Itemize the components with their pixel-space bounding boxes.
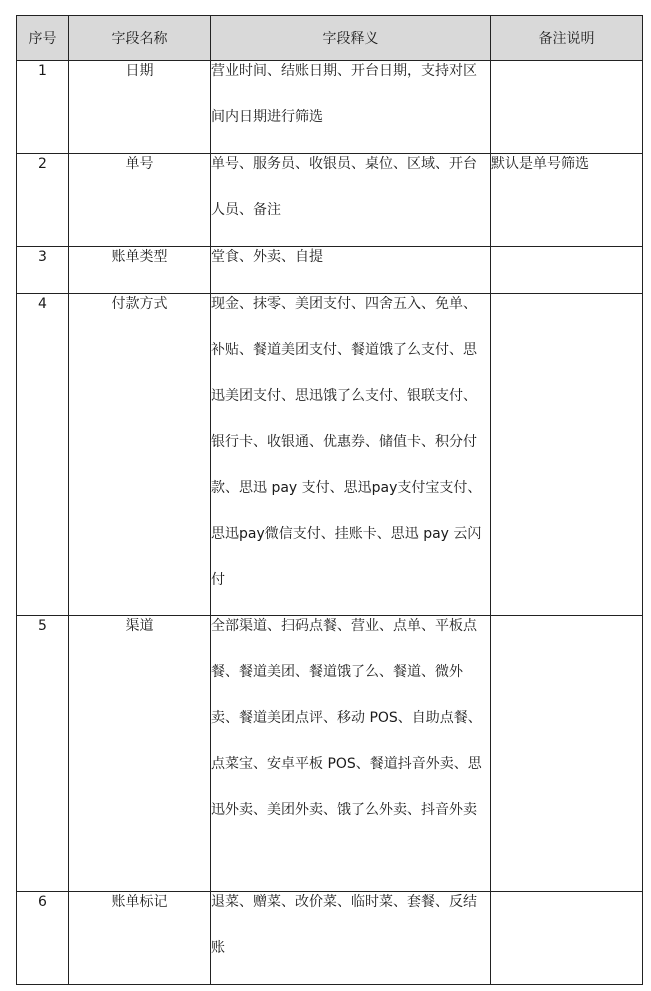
row-field-desc-text: 现金、抹零、美团支付、四舍五入、免单、补贴、餐道美团支付、餐道饿了么支付、思迅美团支付、思迅饿了么支付、银联支付、银行卡、收银通、优惠券、储值卡、积分付款、思迅 pay 支付、思迅pay支付宝支付、思迅pay微信支付、挂账卡、思迅 pay 云闪付 — [211, 296, 482, 588]
row-field-desc-text: 退菜、赠菜、改价菜、临时菜、套餐、反结账 — [211, 894, 477, 956]
row-field-desc — [211, 892, 491, 985]
table-row — [17, 61, 643, 154]
table-row — [17, 154, 643, 247]
row-field-name: 账单类型 — [69, 247, 211, 294]
row-no: 1 — [17, 61, 69, 154]
row-field-desc — [211, 61, 491, 154]
row-note — [491, 247, 643, 294]
row-note — [491, 616, 643, 892]
row-field-desc-text: 单号、服务员、收银员、桌位、区域、开台人员、备注 — [211, 156, 477, 218]
row-field-desc — [211, 616, 491, 892]
header-note: 备注说明 — [491, 16, 643, 61]
row-field-desc-text: 堂食、外卖、自提 — [211, 249, 323, 265]
table-row — [17, 892, 643, 985]
row-field-name: 单号 — [69, 154, 211, 247]
row-field-desc-text: 全部渠道、扫码点餐、营业、点单、平板点餐、餐道美团、餐道饿了么、餐道、微外卖、餐道美团点评、移动 POS、自助点餐、点菜宝、安卓平板 POS、餐道抖音外卖、思迅外卖、美团外卖、饿了么外卖、抖音外卖 — [211, 618, 482, 818]
row-no: 4 — [17, 294, 69, 616]
row-field-name: 付款方式 — [69, 294, 211, 616]
field-table — [16, 15, 643, 985]
row-field-desc — [211, 294, 491, 616]
row-field-desc — [211, 154, 491, 247]
row-field-desc-text: 营业时间、结账日期、开台日期，支持对区间内日期进行筛选 — [211, 63, 477, 125]
header-desc: 字段释义 — [211, 16, 491, 61]
header-name: 字段名称 — [69, 16, 211, 61]
table-row — [17, 294, 643, 616]
row-note — [491, 892, 643, 985]
row-note: 默认是单号筛选 — [491, 154, 643, 247]
table-row — [17, 616, 643, 892]
row-no: 5 — [17, 616, 69, 892]
row-note — [491, 294, 643, 616]
header-no: 序号 — [17, 16, 69, 61]
row-field-name: 日期 — [69, 61, 211, 154]
row-no: 3 — [17, 247, 69, 294]
row-no: 6 — [17, 892, 69, 985]
table-body — [17, 61, 643, 985]
row-no: 2 — [17, 154, 69, 247]
row-note — [491, 61, 643, 154]
row-field-name: 渠道 — [69, 616, 211, 892]
row-field-name: 账单标记 — [69, 892, 211, 985]
